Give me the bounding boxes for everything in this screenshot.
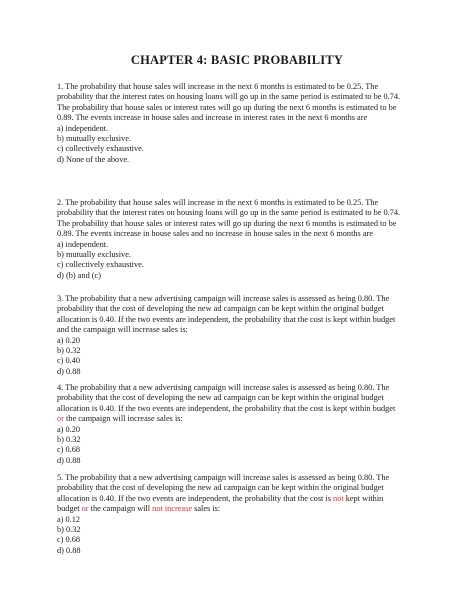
answer-option: c) collectively exhaustive. <box>57 260 144 270</box>
stem-text: sales is: <box>192 504 221 514</box>
answer-option: c) 0.40 <box>57 356 81 366</box>
stem-text: kept within budget <box>57 493 384 514</box>
answer-option: b) 0.32 <box>57 435 81 445</box>
stem-text: 5. The probability that a new advertising campaign will increase sales is assessed as being 0.80. The probability that the cost of developing the new ad campaign can be kept within the original budget allocation is 0.40. If the two events are independent, the probability that the cost is <box>57 473 390 503</box>
answer-option: a) 0.20 <box>57 424 81 434</box>
answer-option: a) 0.20 <box>57 335 81 345</box>
stem-text: the campaign will <box>88 504 153 514</box>
answer-option: d) 0.88 <box>57 545 81 555</box>
answer-option: b) 0.32 <box>57 525 81 535</box>
question-stem: 2. The probability that house sales will increase in the next 6 months is estimated to be 0.25. The probability that the interest rates on housing loans will go up in the same period is estimated to be 0.74. The probability that house sales or interest rates will go up during the next 6 months is estimated to be 0.89. The events increase in house sales and no increase in house sales in the next 6 months are <box>57 198 401 239</box>
highlighted-or: or <box>81 504 89 514</box>
answer-option: a) 0.12 <box>57 514 81 524</box>
question-stem: 3. The probability that a new advertising campaign will increase sales is assessed as being 0.80. The probability that the cost of developing the new ad campaign can be kept within the original budget allocation is 0.40. If the two events are independent, the probability that the cost is kept within budget and the campaign will increase sales is: <box>57 294 396 335</box>
question-stem <box>57 383 402 425</box>
highlighted-not-increase: not increase <box>152 504 193 514</box>
answer-option: b) 0.32 <box>57 346 81 356</box>
question-1 <box>57 82 402 165</box>
question-4 <box>57 383 402 466</box>
question-stem: 1. The probability that house sales will increase in the next 6 months is estimated to be 0.25. The probability that the interest rates on housing loans will go up in the same period is estimated to be 0.74. The probability that house sales or interest rates will go up during the next 6 months is estimated to be 0.89. The events increase in house sales and increase in interest rates in the next 6 months are <box>57 82 401 123</box>
stem-text: 4. The probability that a new advertising campaign will increase sales is assessed as being 0.80. The probability that the cost of developing the new ad campaign can be kept within the original budget allocation is 0.40. If the two events are independent, the probability that the cost is kept within budget <box>57 383 396 413</box>
stem-text: the campaign will increase sales is: <box>63 414 183 424</box>
question-3 <box>57 294 402 377</box>
answer-option: b) mutually exclusive. <box>57 250 131 260</box>
answer-option: a) independent. <box>57 123 109 133</box>
question-2 <box>57 198 402 281</box>
question-stem <box>57 473 402 515</box>
answer-option: d) (b) and (c) <box>57 270 101 280</box>
question-5 <box>57 473 402 556</box>
answer-option: c) 0.68 <box>57 535 81 545</box>
answer-option: d) None of the above. <box>57 154 130 164</box>
highlighted-or: or <box>57 414 64 424</box>
answer-option: c) collectively exhaustive. <box>57 144 144 154</box>
answer-option: c) 0.68 <box>57 445 81 455</box>
answer-option: a) independent. <box>57 239 109 249</box>
answer-option: d) 0.88 <box>57 455 81 465</box>
highlighted-not: not <box>333 493 344 503</box>
answer-option: d) 0.88 <box>57 366 81 376</box>
page-title: CHAPTER 4: BASIC PROBABILITY <box>130 53 344 67</box>
answer-option: b) mutually exclusive. <box>57 134 131 144</box>
